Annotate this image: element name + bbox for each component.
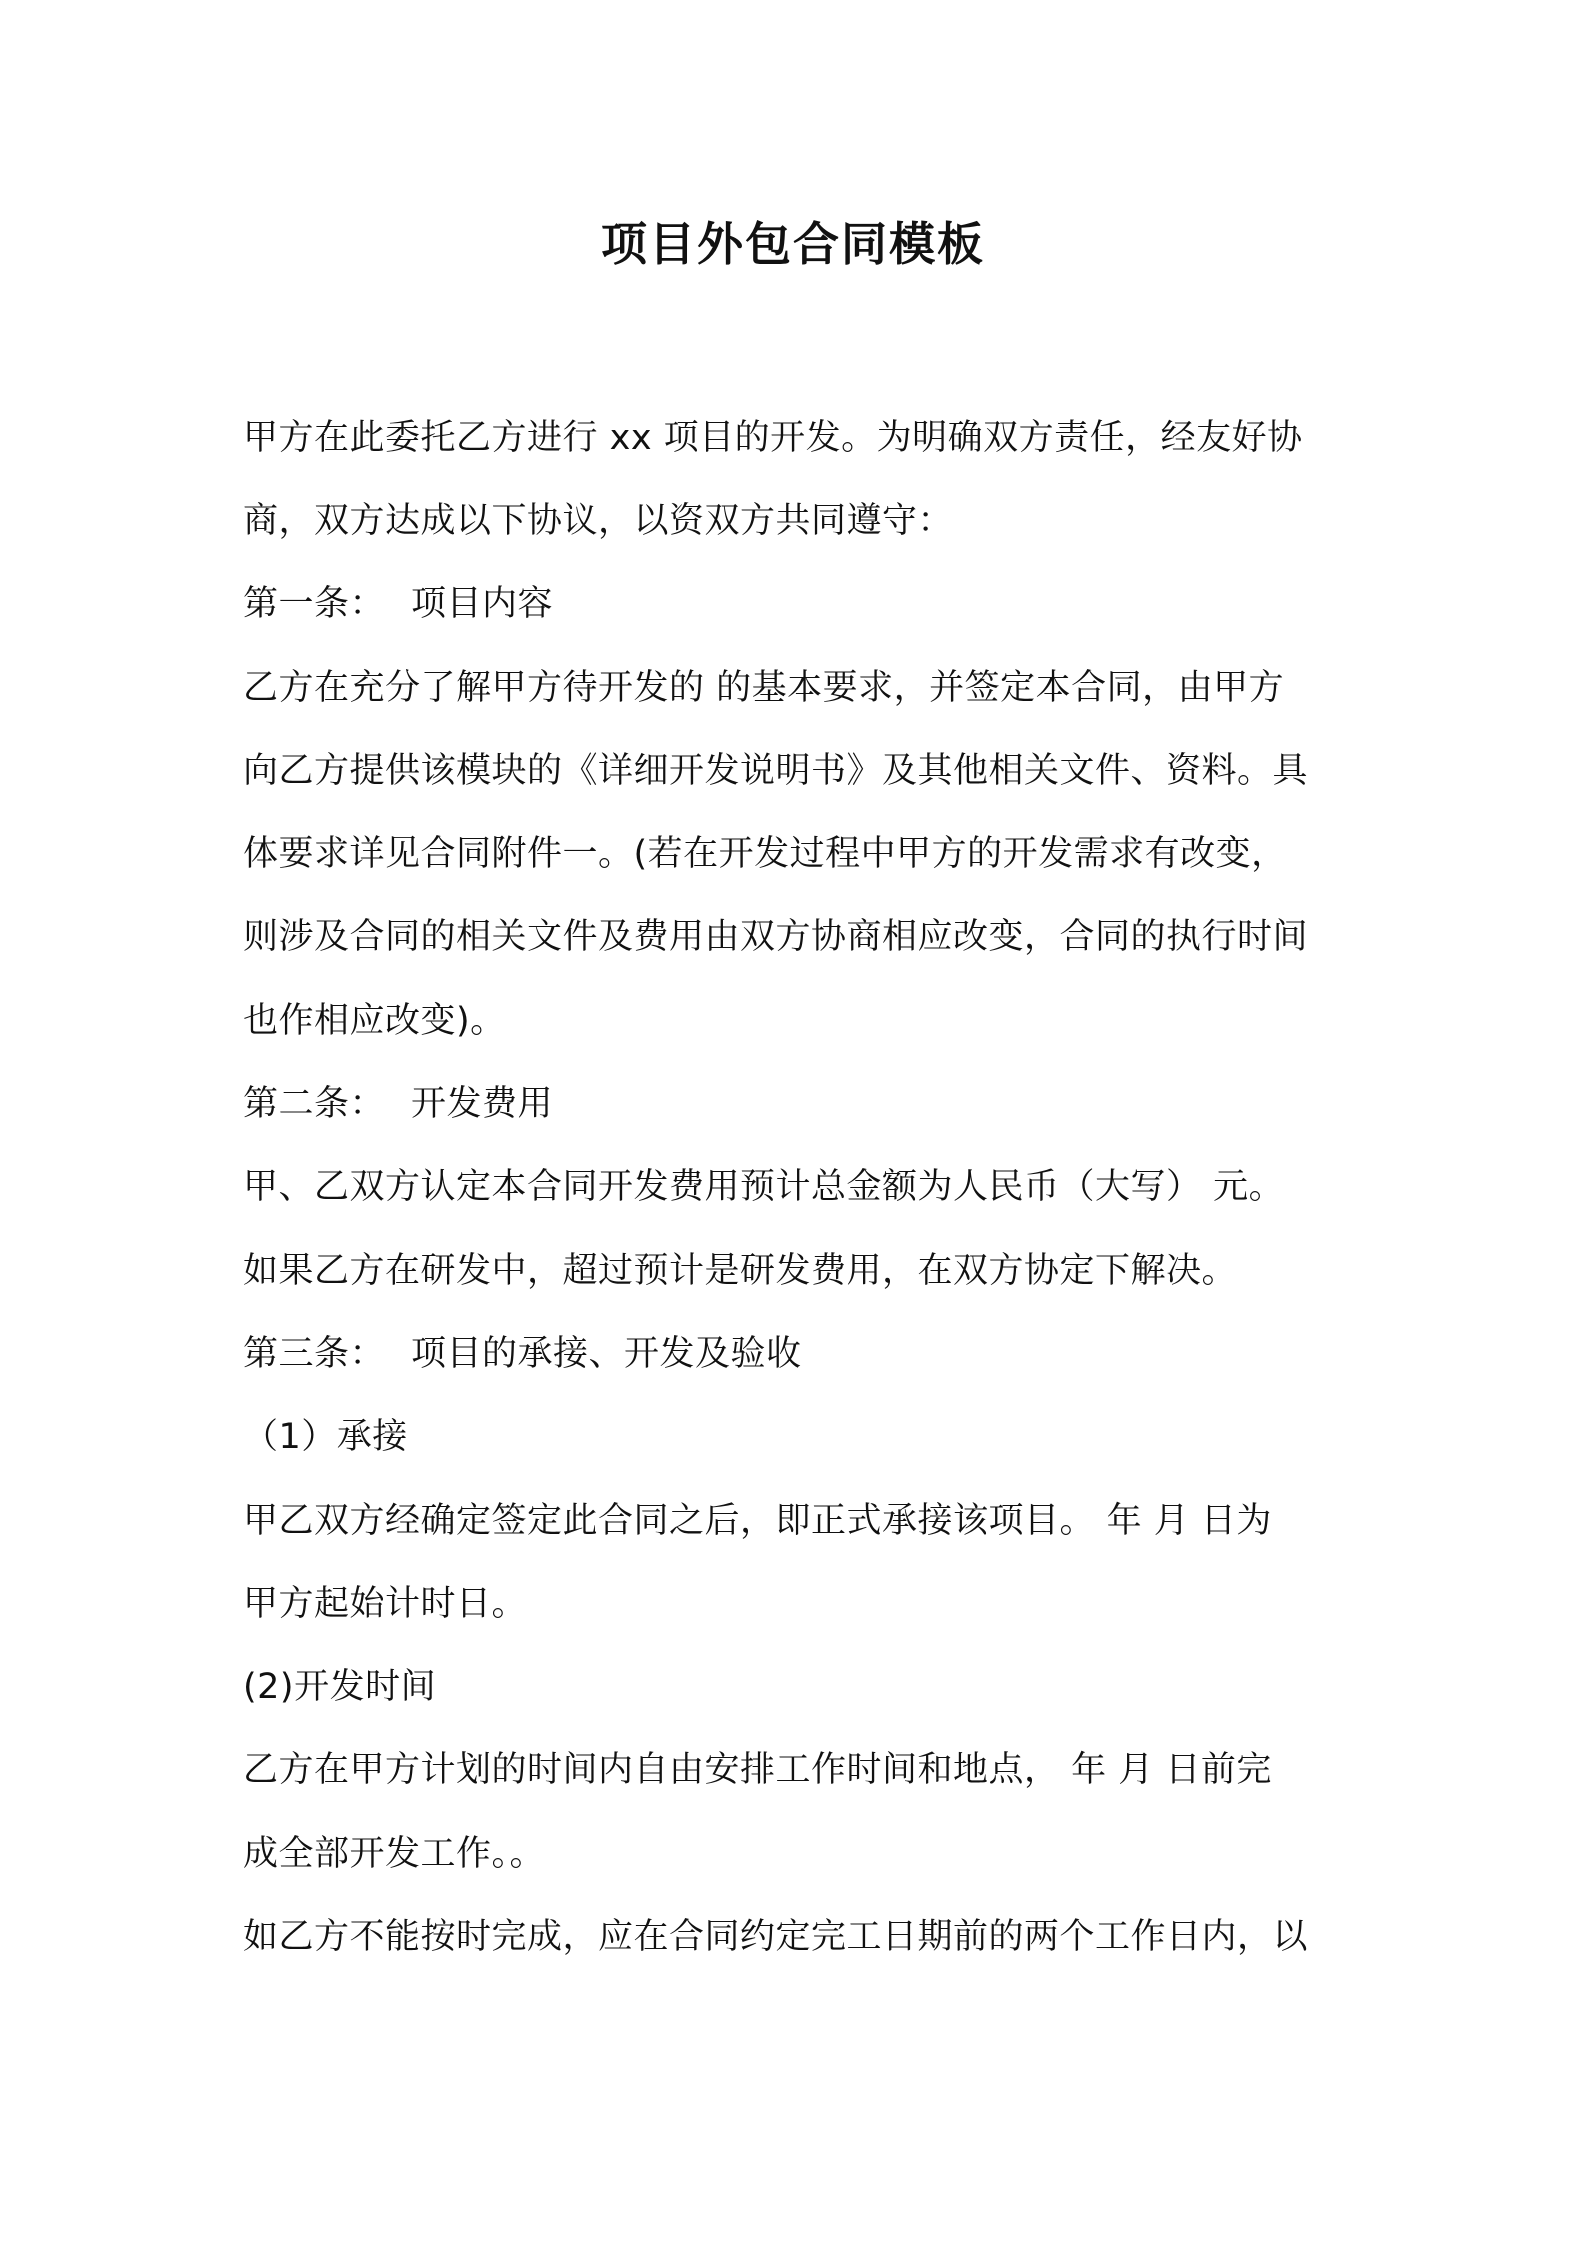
article-heading-1 [243,579,1363,629]
subsection-heading: (2)开发时间 [243,1667,437,1707]
article-number: 第一条： [243,584,386,624]
paragraph-line: 向乙方提供该模块的《详细开发说明书》及其他相关文件、资料。具 [243,751,1309,791]
paragraph-line: 甲方在此委托乙方进行 xx 项目的开发。为明确双方责任，经友好协 [243,418,1303,458]
paragraph-line: 甲、乙双方认定本合同开发费用预计总金额为人民币（大写） 元。 [243,1167,1285,1207]
article-number: 第二条： [243,1084,386,1124]
paragraph-line: 也作相应改变)。 [243,1001,506,1041]
paragraph-line: 乙方在甲方计划的时间内自由安排工作时间和地点， 年 月 日前完 [243,1750,1272,1790]
article-number: 第三条： [243,1334,386,1374]
article-title: 项目内容 [411,584,554,624]
article-title: 开发费用 [411,1084,554,1124]
subsection-label: （1）承接 [243,1417,408,1457]
article-heading-3 [243,1329,1363,1379]
paragraph-line: 成全部开发工作。。 [243,1834,546,1874]
paragraph-line: 如乙方不能按时完成，应在合同约定完工日期前的两个工作日内，以 [243,1917,1309,1957]
article-title: 项目的承接、开发及验收 [411,1334,802,1374]
paragraph-line: 商，双方达成以下协议，以资双方共同遵守： [243,501,954,541]
subsection-heading [243,1412,1363,1462]
paragraph-line: 如果乙方在研发中，超过预计是研发费用，在双方协定下解决。 [243,1251,1238,1291]
paragraph-line: 甲方起始计时日。 [243,1584,528,1624]
article-heading-2 [243,1079,1363,1129]
document-title: 项目外包合同模板 [601,217,985,271]
paragraph-line: 甲乙双方经确定签定此合同之后，即正式承接该项目。 年 月 日为 [243,1501,1272,1541]
paragraph-line: 体要求详见合同附件一。(若在开发过程中甲方的开发需求有改变， [243,834,1287,874]
paragraph-line: 乙方在充分了解甲方待开发的 的基本要求，并签定本合同，由甲方 [243,668,1285,708]
paragraph-line: 则涉及合同的相关文件及费用由双方协商相应改变，合同的执行时间 [243,917,1309,957]
